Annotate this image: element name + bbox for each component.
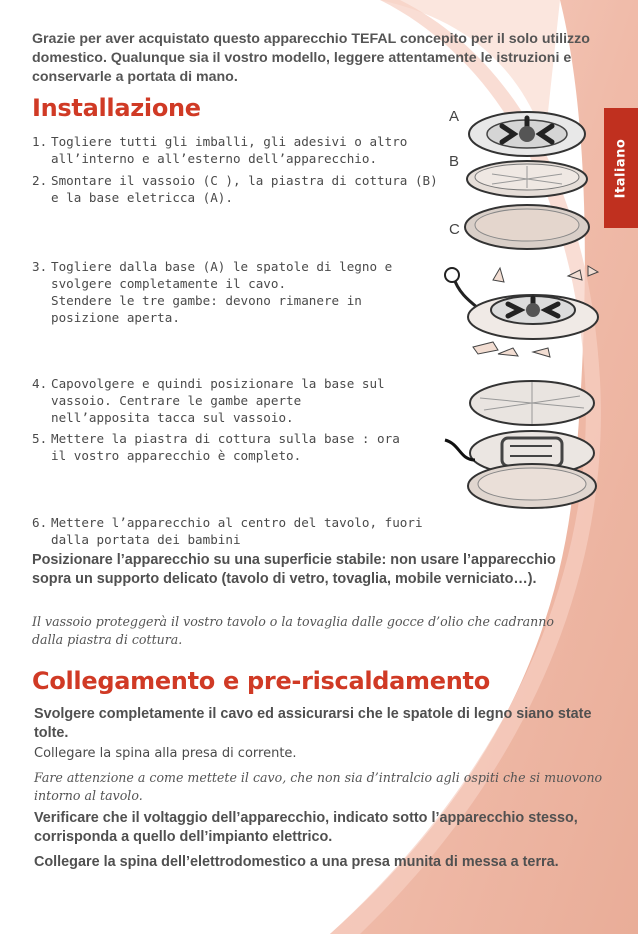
step-text: Smontare il vassoio (C ), la piastra di cottura (B) e la base eletricca (A). (51, 173, 438, 205)
cable-caution-note: Fare attenzione a come mettete il cavo, che non sia d’intralcio agli ospiti che si muovono intorno al tavolo. (34, 770, 603, 803)
step-number: 6. (32, 515, 48, 530)
plug-in-paragraph: Collegare la spina alla presa di corrente. (34, 746, 297, 761)
intro-paragraph: Grazie per aver acquistato questo apparecchio TEFAL concepito per il solo utilizzo domestico. Qualunque sia il vostro modello, leggere attentamente le istruzioni e conservarle a portata di mano. (32, 31, 590, 85)
figure-label-c: C (449, 221, 460, 238)
assembled-appliance-illustration (440, 368, 605, 518)
step-5 (32, 430, 417, 464)
cooking-plate-illustration (470, 381, 594, 425)
step-number: 2. (32, 173, 48, 188)
step-text: Capovolgere e quindi posizionare la base sul vassoio. Centrare le gambe aperte nell’apposita tacca sul vassoio. (51, 376, 385, 425)
step-number: 4. (32, 376, 48, 391)
plug-icon (445, 268, 459, 282)
step-3 (32, 258, 402, 326)
base-a-illustration (469, 112, 585, 156)
step-number: 1. (32, 134, 48, 149)
tray-note: Il vassoio proteggerà il vostro tavolo o la tovaglia dalle gocce d’olio che cadranno dalla piastra di cottura. (32, 614, 554, 647)
figure-label-b: B (449, 153, 460, 170)
tray-illustration (468, 464, 596, 508)
step-6 (32, 514, 432, 548)
step-4 (32, 375, 407, 426)
collegamento-heading: Collegamento e pre-riscaldamento (32, 667, 490, 695)
step-number: 5. (32, 431, 48, 446)
step-text: Mettere la piastra di cottura sulla base : ora il vostro apparecchio è completo. (51, 431, 400, 463)
base-with-cable-illustration (438, 262, 608, 362)
step-1 (32, 133, 442, 167)
language-tab-label: Italiano (613, 138, 629, 198)
installazione-heading: Installazione (32, 94, 201, 122)
step-text-continued: Stendere le tre gambe: devono rimanere in posizione aperta. (51, 293, 362, 325)
unwind-cable-paragraph: Svolgere completamente il cavo ed assicurarsi che le spatole di legno siano state tolte. (34, 706, 592, 741)
earthed-socket-paragraph: Collegare la spina dell’elettrodomestico a una presa munita di messa a terra. (34, 854, 559, 870)
voltage-check-paragraph: Verificare che il voltaggio dell’apparecchio, indicato sotto l’apparecchio stesso, corrisponda a quello dell’impianto elettrico. (34, 810, 578, 845)
figure-label-a: A (449, 108, 460, 125)
spatula-icon (493, 266, 598, 282)
step-text: Mettere l’apparecchio al centro del tavolo, fuori dalla portata dei bambini (51, 515, 423, 547)
step-text: Togliere dalla base (A) le spatole di legno e svolgere completamente il cavo. (51, 259, 393, 291)
step-text: Togliere tutti gli imballi, gli adesivi o altro all’interno e all’esterno dell’apparecchio. (51, 134, 408, 166)
tray-c-illustration (465, 205, 589, 249)
language-tab[interactable] (604, 108, 638, 228)
stability-warning: Posizionare l’apparecchio su una superficie stabile: non usare l’apparecchio sopra un supporto delicato (tavolo di vetro, tovaglia, mobile verniciato…). (32, 552, 556, 587)
step-2 (32, 172, 442, 206)
step-number: 3. (32, 259, 48, 274)
exploded-parts-illustration (462, 104, 592, 254)
plate-b-illustration (467, 161, 587, 197)
